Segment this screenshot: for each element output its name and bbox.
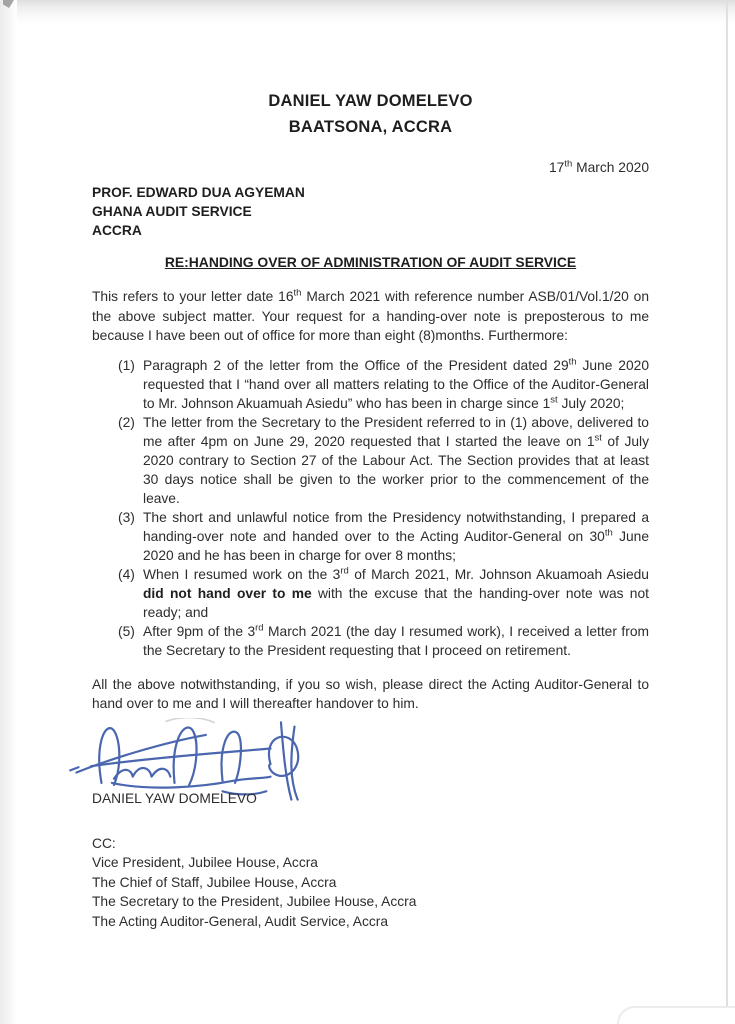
list-item-number: (4) <box>118 566 135 582</box>
signer-name: DANIEL YAW DOMELEVO <box>92 790 257 806</box>
sender-location: BAATSONA, ACCRA <box>288 118 453 136</box>
list-item <box>92 565 649 622</box>
list-item-number: (3) <box>118 509 135 525</box>
letterhead <box>92 88 649 140</box>
sender-name: DANIEL YAW DOMELEVO <box>268 92 473 110</box>
cc-entry: The Secretary to the President, Jubilee House, Accra <box>92 894 417 909</box>
overlay-button-partial <box>617 1006 735 1024</box>
cc-entry: The Chief of Staff, Jubilee House, Accra <box>92 874 337 890</box>
subject-line: RE:HANDING OVER OF ADMINISTRATION OF AUDIT SERVICE <box>164 254 577 270</box>
recipient-block <box>92 183 649 240</box>
list-item-text: Paragraph 2 of the letter from the Office of the President dated 29th June 2020 requested that I “hand over all matters relating to the Office of the Auditor-General to Mr. Johnson Akuamuah Asiedu” who has been in charge since 1st July 2020; <box>143 355 650 411</box>
list-item-number: (5) <box>118 623 135 639</box>
list-item-text: After 9pm of the 3rd March 2021 (the day I resumed work), I received a letter from the Secretary to the President requesting that I proceed on retirement. <box>143 621 649 658</box>
cc-entry: Vice President, Jubilee House, Accra <box>92 855 318 870</box>
letter-date: 17th March 2020 <box>549 158 649 175</box>
list-item-text: The letter from the Secretary to the President referred to in (1) above, delivered to me after 4pm on June 29, 2020 requested that I started the leave on 1st of July 2020 contrary to Section 27 of the Labour Act. The Section provides that at least 30 days notice shall be given to the worker prior to the commencement of the leave. <box>143 414 649 506</box>
list-item <box>92 413 649 508</box>
list-item <box>92 622 649 660</box>
list-item <box>92 356 649 413</box>
cc-label: CC: <box>92 835 116 851</box>
signature-block <box>92 718 649 808</box>
recipient-city: ACCRA <box>92 223 142 238</box>
closing-paragraph: All the above notwithstanding, if you so wish, please direct the Acting Auditor-General to hand over to me and I will thereafter handover to him. <box>92 676 649 711</box>
list-item-text: When I resumed work on the 3rd of March 2021, Mr. Johnson Akuamoah Asiedu did not hand over to me with the excuse that the handing-over note was not ready; and <box>143 564 649 620</box>
list-item <box>92 508 649 565</box>
cc-block <box>92 834 649 932</box>
cc-entry: The Acting Auditor-General, Audit Service, Accra <box>92 913 389 929</box>
recipient-org: GHANA AUDIT SERVICE <box>92 204 252 219</box>
numbered-list <box>92 356 649 660</box>
recipient-name: PROF. EDWARD DUA AGYEMAN <box>92 185 305 200</box>
list-item-text: The short and unlawful notice from the Presidency notwithstanding, I prepared a handing-over note and handed over to the Acting Auditor-General on 30th June 2020 and he has been in charge for over 8 months; <box>143 509 649 563</box>
list-item-number: (1) <box>118 357 135 373</box>
intro-paragraph: This refers to your letter date 16th March 2021 with reference number ASB/01/Vol.1/20 on the above subject matter. Your request for a handing-over note is preposterous to me because I have been out of office for more than eight (8)months. Furthermore: <box>92 287 649 343</box>
list-item-number: (2) <box>118 414 135 430</box>
